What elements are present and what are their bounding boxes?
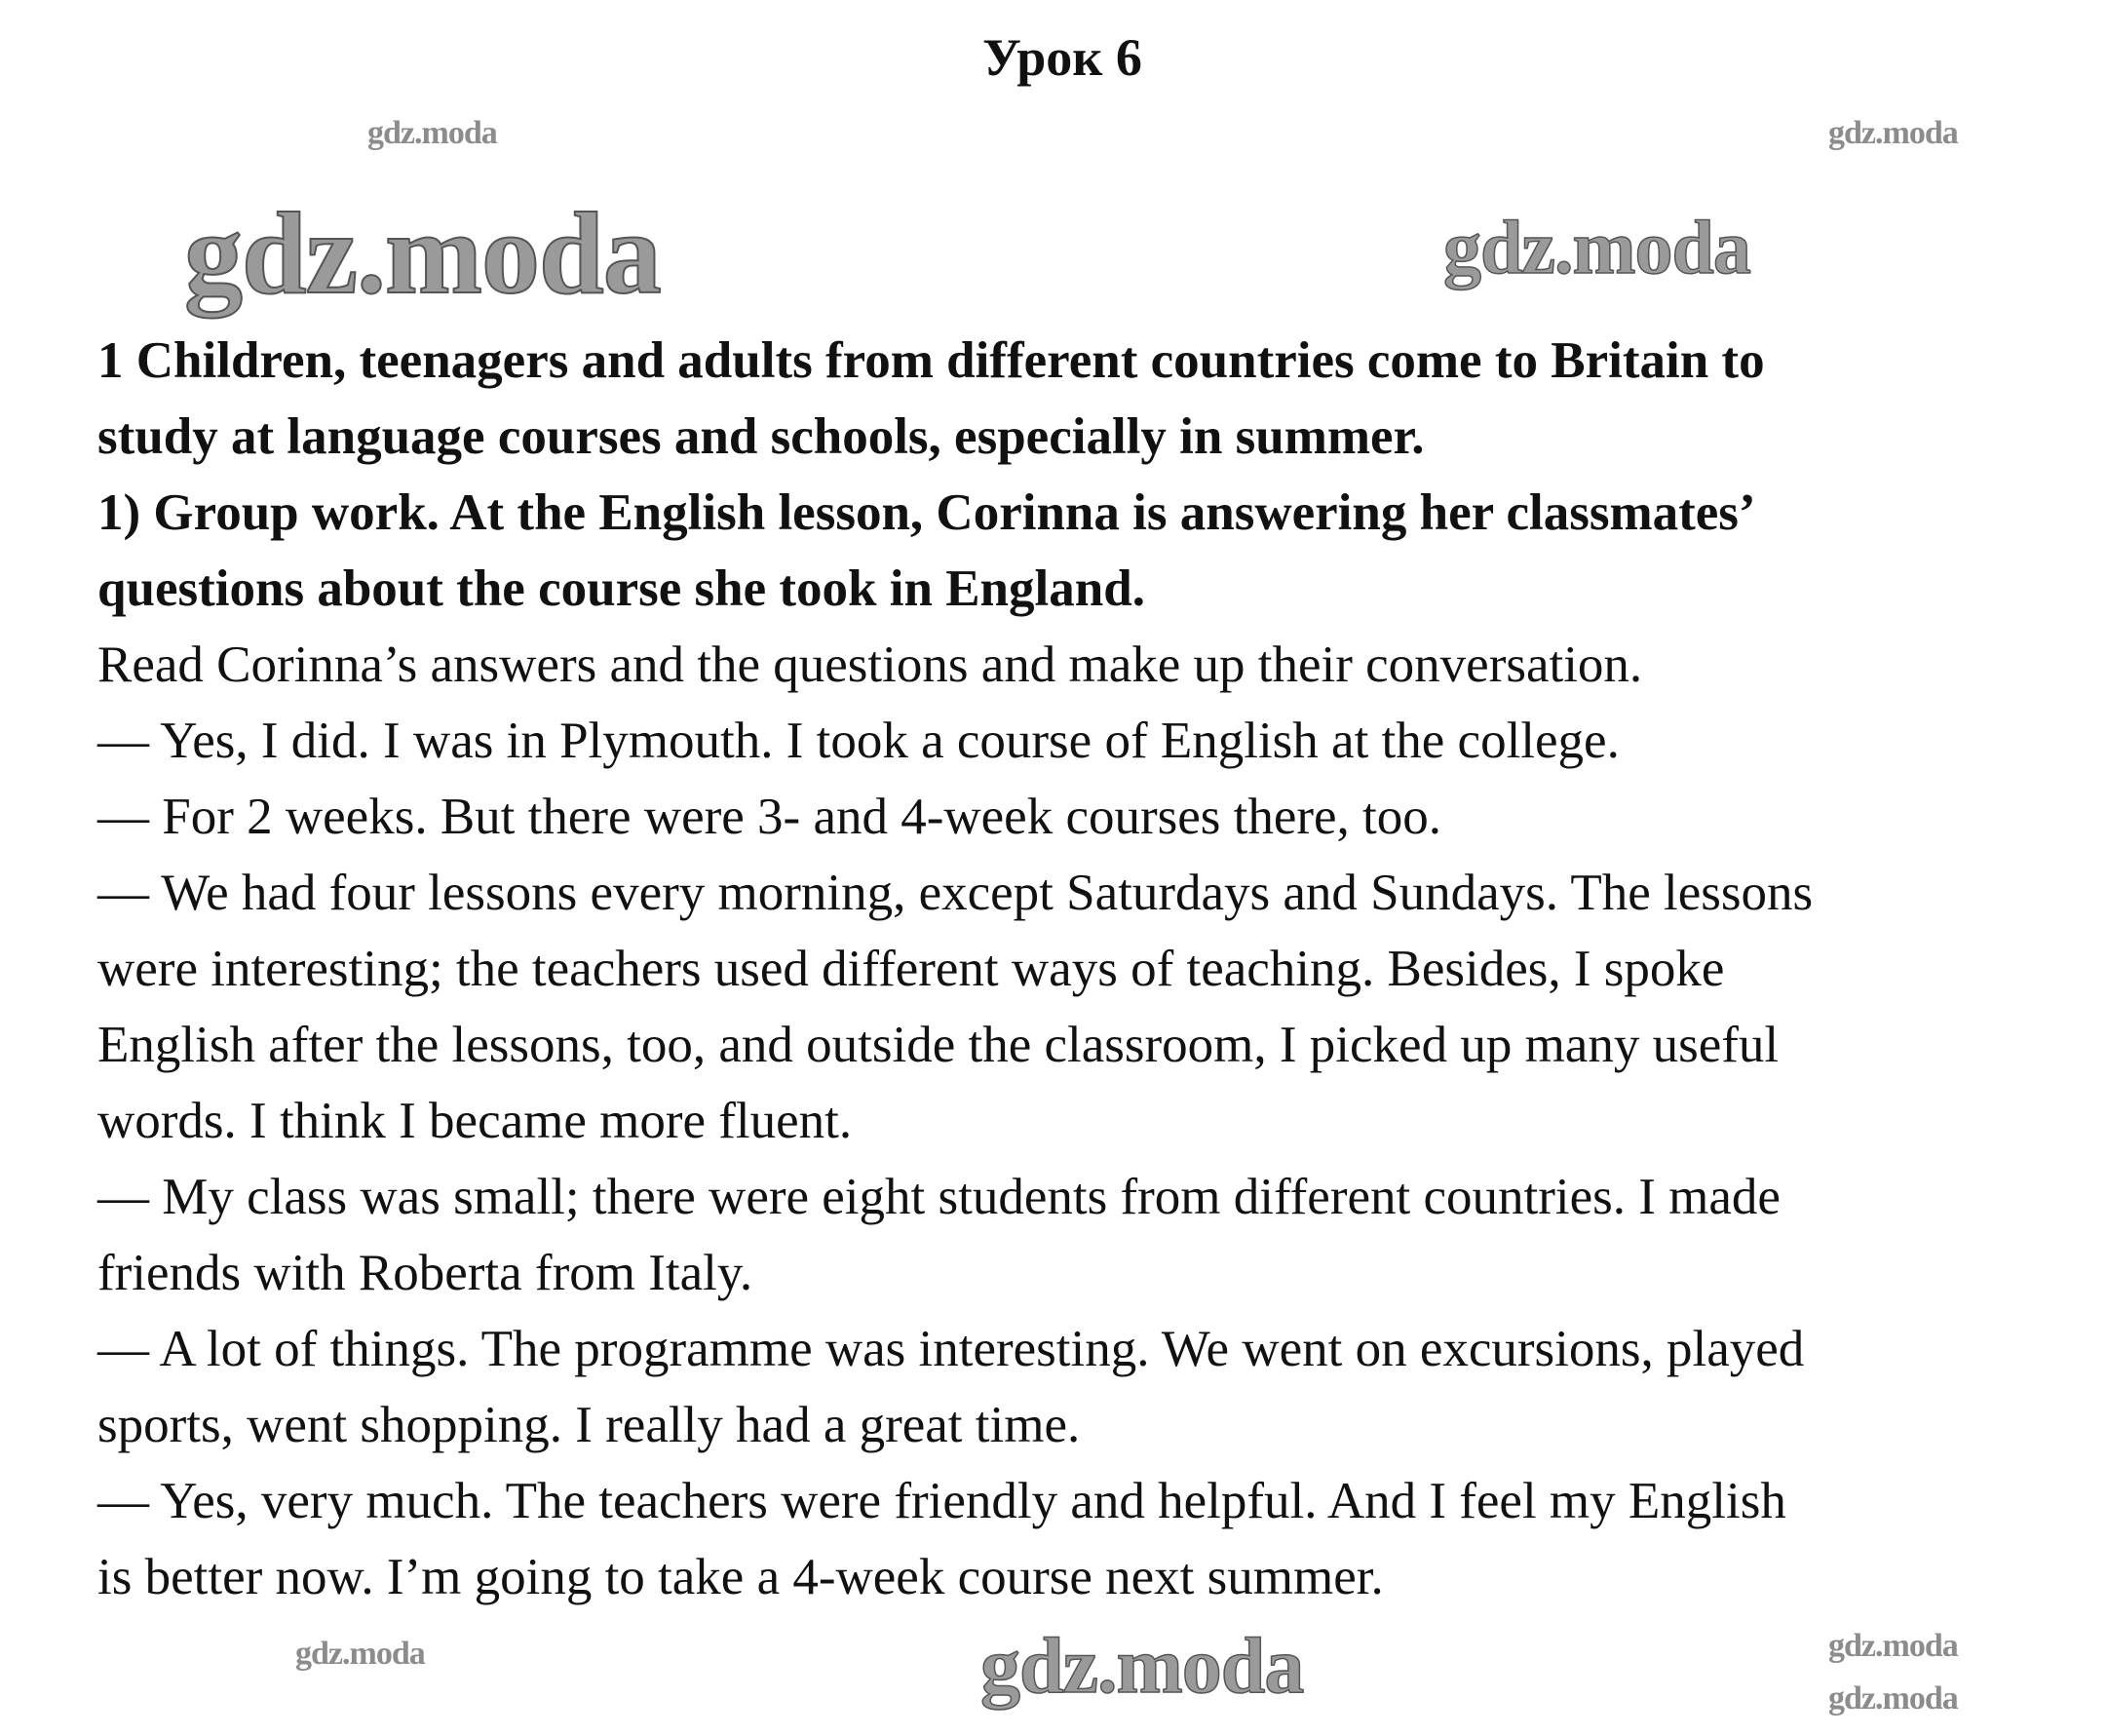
body-line: Read Corinna’s answers and the questions and make up their conversation.: [97, 637, 1643, 693]
body-line: is better now. I’m going to take a 4-week course next summer.: [97, 1549, 1384, 1605]
body-line: were interesting; the teachers used different ways of teaching. Besides, I spoke: [97, 941, 1725, 997]
watermark-logo: gdz.moda: [1828, 1628, 1958, 1664]
task-heading-line: 1) Group work. At the English lesson, Corinna is answering her classmates’: [97, 484, 1756, 541]
task-heading-line: questions about the course she took in England.: [97, 560, 1145, 617]
watermark-logo: gdz.moda: [1443, 205, 1750, 289]
watermark-logo: gdz.moda: [1828, 1680, 1958, 1717]
body-line: — My class was small; there were eight students from different countries. I made: [97, 1169, 1781, 1225]
body-line: — Yes, very much. The teachers were friendly and helpful. And I feel my English: [97, 1473, 1786, 1529]
watermark-logo: gdz.moda: [367, 115, 497, 151]
watermark-logo: gdz.moda: [184, 188, 661, 318]
body-line: words. I think I became more fluent.: [97, 1093, 853, 1149]
body-line: — For 2 weeks. But there were 3- and 4-week courses there, too.: [97, 789, 1442, 845]
body-line: — A lot of things. The programme was interesting. We went on excursions, played: [97, 1321, 1805, 1377]
watermark-logo: gdz.moda: [1828, 115, 1958, 151]
task-heading-line: study at language courses and schools, especially in summer.: [97, 408, 1425, 465]
body-line: — We had four lessons every morning, except Saturdays and Sundays. The lessons: [97, 865, 1814, 921]
body-line: sports, went shopping. I really had a great time.: [97, 1397, 1081, 1453]
watermark-logo: gdz.moda: [980, 1621, 1304, 1710]
body-line: friends with Roberta from Italy.: [97, 1245, 753, 1301]
page-title: Урок 6: [982, 28, 1142, 87]
task-heading-line: 1 Children, teenagers and adults from different countries come to Britain to: [97, 332, 1765, 389]
body-line: English after the lessons, too, and outside the classroom, I picked up many useful: [97, 1017, 1780, 1073]
body-line: — Yes, I did. I was in Plymouth. I took a course of English at the college.: [97, 713, 1620, 769]
watermark-logo: gdz.moda: [295, 1636, 425, 1672]
